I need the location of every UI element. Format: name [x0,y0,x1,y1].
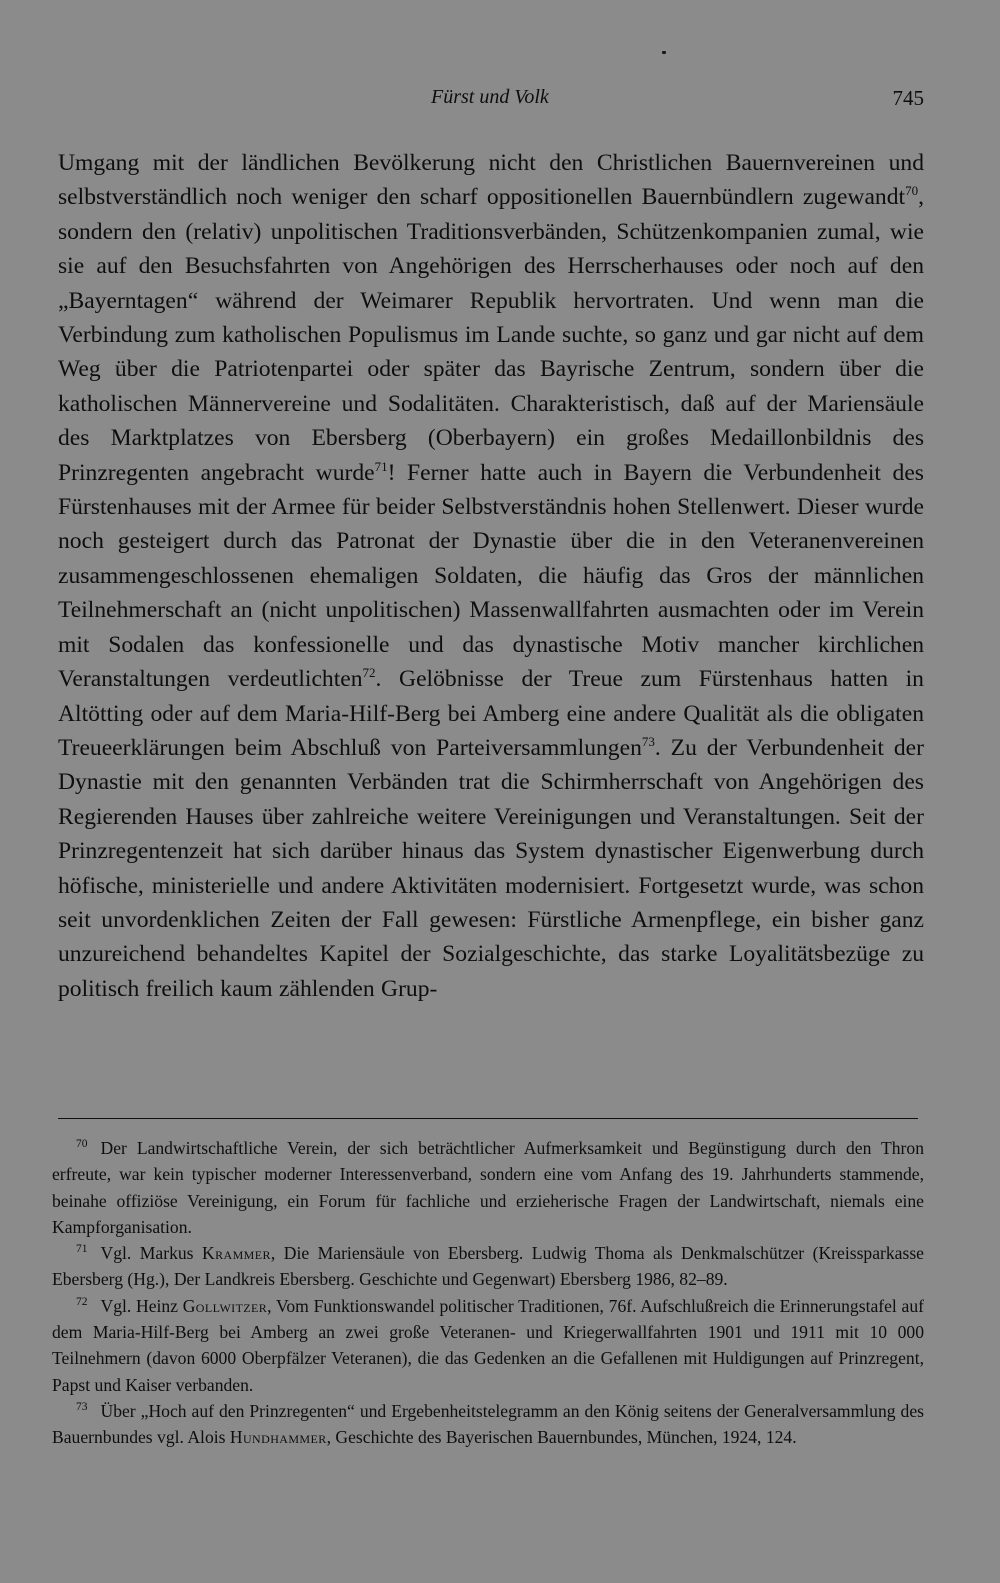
footnote-73 [52,1398,924,1451]
body-text-segment: ! Ferner hatte auch in Bayern die Verbundenheit des Fürstenhauses mit der Armee für beider Selbstverständnis hohen Stellenwert. Dieser wurde noch gesteigert durch das Patronat der Dynastie über die in den Veteranenvereinen zusammengeschlossenen ehemaligen Soldaten, die häufig das Gros der männlichen Teilnehmerschaft an (nicht unpolitischen) Massenwallfahrten ausmachten oder im Verein mit Sodalen das konfessionelle und das dynastische Motiv mancher kirchlichen Veranstaltungen verdeutlichten [58,459,924,693]
body-text-segment: Umgang mit der ländlichen Bevölkerung nicht den Christlichen Bauernvereinen und selbstverständlich noch weniger den scharf oppositionellen Bauernbündlern zugewandt [58,150,924,211]
footnote-70 [52,1135,924,1240]
footnote-number: 71 [76,1243,88,1256]
body-text-segment: , sondern den (relativ) unpolitischen Traditionsverbänden, Schützenkompanien zumal, wie sie auf den Besuchsfahrten von Angehörigen des Herrscherhauses oder noch auf den „Bayerntagen“ während der Weimarer Republik hervortraten. Und wenn man die Verbindung zum katholischen Populismus im Lande suchte, so ganz und gar nicht auf dem Weg über die Patriotenpartei oder später das Bayrische Zentrum, sondern über die katholischen Männervereine und Sodalitäten. Charakteristisch, daß auf der Mariensäule des Marktplatzes von Ebersberg (Oberbayern) ein großes Medaillonbildnis des Prinzregenten angebracht wurde [58,184,924,486]
footnote-ref-72: 72 [362,665,376,681]
footnote-text: , Die Mariensäule von Ebersberg. Ludwig Thoma als Denkmalschützer (Kreissparkasse Ebersberg (Hg.), Der Landkreis Ebersberg. Geschichte und Gegenwart) Ebersberg 1986, 82–89. [52,1243,924,1290]
footnote-number: 73 [76,1400,88,1413]
body-text-segment: . Zu der Verbundenheit der Dynastie mit den genannten Verbänden trat die Schirmherrschaft von Angehörigen des Regierenden Hauses über zahlreiche weitere Vereinigungen und Veranstaltungen. Seit der Prinzregentenzeit hat sich darüber hinaus das System dynastischer Eigenwerbung durch höfische, ministerielle und andere Aktivitäten modernisiert. Fortgesetzt wurde, was schon seit unvordenklichen Zeiten der Fall gewesen: Fürstliche Armenpflege, ein bisher ganz unzureichend behandeltes Kapitel der Sozialgeschichte, das starke Loyalitätsbezüge zu politisch freilich kaum zählenden Grup- [58,734,924,1002]
footnote-71 [52,1240,924,1293]
footnote-author: Hundhammer [229,1427,327,1448]
footnote-ref-71: 71 [374,458,388,474]
footnotes [52,1135,924,1451]
footnote-72 [52,1293,924,1398]
page-number: 745 [892,86,924,110]
body-paragraph [58,146,924,1006]
footnote-text: Vgl. Heinz [100,1295,183,1316]
footnote-text: Über „Hoch auf den Prinzregenten“ und Ergebenheitstelegramm an den König seitens der Generalversammlung des Bauernbundes vgl. Alois [52,1400,924,1448]
footnote-text: Der Landwirtschaftliche Verein, der sich beträchtlicher Aufmerksamkeit und Begünstigung durch den Thron erfreute, war kein typischer moderner Interessenverband, sondern eine vom Anfang des 19. Jahrhunderts stammende, beinahe offiziöse Vereinigung, ein Forum für fachliche und erzieherische Fragen der Landwirtschaft, niemals eine Kampforganisation. [52,1138,924,1237]
footnote-text: Vgl. Markus [100,1243,202,1264]
running-title: Fürst und Volk [431,86,549,108]
scan-speck [662,51,666,54]
footnote-separator [58,1118,918,1119]
footnote-number: 72 [76,1295,88,1308]
footnote-author: Krammer [202,1243,271,1264]
footnote-text: , Vom Funktionswandel politischer Traditionen, 76f. Aufschlußreich die Erinnerungstafel auf dem Maria-Hilf-Berg bei Amberg an zwei große Veteranen- und Kriegerwallfahrten 1901 und 1911 mit 10 000 Teilnehmern (davon 6000 Oberpfälzer Veteranen), die das Gedenken an die Gefallenen mit Huldigungen auf Prinzregent, Papst und Kaiser verbanden. [52,1295,924,1395]
main-body-text [58,146,924,1006]
footnote-text: , Geschichte des Bayerischen Bauernbundes, München, 1924, 124. [326,1427,797,1448]
footnote-number: 70 [76,1138,88,1150]
footnote-ref-73: 73 [641,733,655,749]
body-text-segment: . Gelöbnisse der Treue zum Fürstenhaus hatten in Altötting oder auf dem Maria-Hilf-Berg bei Amberg eine andere Qualität als die obligaten Treueerklärungen beim Abschluß von Parteiversammlungen [58,666,924,761]
footnote-author: Gollwitzer [182,1295,268,1316]
running-header [58,86,924,110]
footnote-ref-70: 70 [905,183,919,199]
